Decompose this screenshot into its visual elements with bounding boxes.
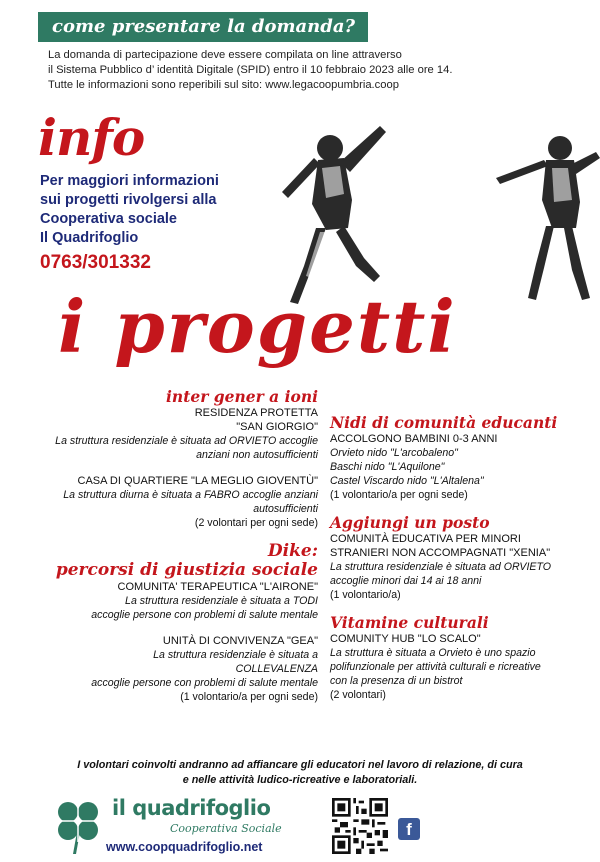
section-description: La struttura residenziale è situata a (153, 649, 318, 661)
section-description: autosufficienti (253, 503, 318, 515)
section-subtitle: COMUNITY HUB "LO SCALO" (330, 633, 481, 645)
section-description: Baschi nido "L'Aquilone" (330, 461, 445, 473)
info-line: sui progetti rivolgersi alla (40, 192, 217, 208)
section-subtitle: STRANIERI NON ACCOMPAGNATI "XENIA" (330, 547, 551, 559)
volunteer-note: (1 volontario/a per ogni sede) (180, 691, 318, 703)
section-subtitle: COMUNITA' TERAPEUTICA "L'AIRONE" (117, 581, 318, 593)
intro-text (48, 48, 568, 93)
section-description: La struttura residenziale è situata a TODI (125, 595, 318, 607)
section-subtitle: "SAN GIORGIO" (236, 421, 318, 433)
intro-line: il Sistema Pubblico d’ identità Digitale (SPID) entro il 10 febbraio 2023 alle ore 14. (48, 64, 453, 76)
section-description: COLLEVALENZA (235, 663, 318, 675)
intro-line: La domanda di partecipazione deve essere compilata on line attraverso (48, 49, 402, 61)
section-description: La struttura residenziale è situata ad ORVIETO (330, 561, 552, 573)
section-description: Castel Viscardo nido "L'Altalena" (330, 475, 484, 487)
section-description: La struttura residenziale è situata ad ORVIETO accoglie (55, 435, 318, 447)
section-subtitle: RESIDENZA PROTETTA (194, 407, 318, 419)
section-description: Orvieto nido "L'arcobaleno" (330, 447, 458, 459)
section-banner: come presentare la domanda? (38, 12, 368, 42)
section-subtitle: COMUNITÀ EDUCATIVA PER MINORI (330, 533, 521, 545)
four-leaf-clover-icon (46, 792, 110, 856)
section-description: anziani non autosufficienti (196, 449, 318, 461)
info-line: Il Quadrifoglio (40, 230, 139, 246)
quadrifoglio-logo (46, 790, 306, 856)
section-subtitle: CASA DI QUARTIERE "LA MEGLIO GIOVENTÙ" (77, 475, 318, 487)
info-text (40, 172, 270, 248)
section-description: La struttura diurna è situata a FABRO accoglie anziani (63, 489, 318, 501)
phone-number[interactable]: 0763/301332 (40, 252, 151, 273)
section-title-aggiungi-posto: Aggiungi un posto (330, 513, 490, 532)
section-description: con la presenza di un bistrot (330, 675, 463, 687)
volunteers-note (20, 758, 580, 788)
qr-code-icon[interactable] (332, 798, 388, 854)
right-column (330, 414, 590, 702)
projects-title: i progetti (58, 284, 457, 369)
logo-subtitle: Cooperativa Sociale (170, 822, 282, 835)
logo-name: il quadrifoglio (112, 796, 271, 820)
section-title-vitamine: Vitamine culturali (330, 613, 489, 632)
intro-line: Tutte le informazioni sono reperibili sul sito: www.legacoopumbria.coop (48, 79, 399, 91)
volunteer-note: (2 volontari per ogni sede) (194, 517, 318, 529)
section-title-dike: percorsi di giustizia sociale (55, 560, 318, 580)
section-description: accoglie minori dai 14 ai 18 anni (330, 575, 482, 587)
volunteer-note: (2 volontari) (330, 689, 386, 701)
section-description: La struttura è situata a Orvieto è uno spazio (330, 647, 536, 659)
section-subtitle: UNITÀ DI CONVIVENZA "GEA" (162, 635, 318, 647)
info-line: Per maggiori informazioni (40, 173, 219, 189)
volunteer-note: (1 volontario/a) (330, 589, 401, 601)
section-description: polifunzionale per attività culturali e ricreative (330, 661, 541, 673)
website-link[interactable]: www.coopquadrifoglio.net (106, 840, 263, 854)
note-line: I volontari coinvolti andranno ad affiancare gli educatori nel lavoro di relazione, di cura (77, 759, 523, 771)
section-description: accoglie persone con problemi di salute mentale (91, 677, 318, 689)
section-title-intergenerazioni: inter gener a ioni (166, 387, 318, 406)
info-line: Cooperativa sociale (40, 211, 177, 227)
section-title-dike: Dike: (267, 541, 318, 561)
section-title-nidi: Nidi di comunità educanti (330, 413, 558, 432)
section-subtitle: ACCOLGONO BAMBINI 0-3 ANNI (330, 433, 498, 445)
left-column (20, 388, 318, 704)
volunteer-note: (1 volontario/a per ogni sede) (330, 489, 468, 501)
info-title: info (38, 108, 145, 167)
facebook-icon[interactable]: f (398, 818, 420, 840)
section-description: accoglie persone con problemi di salute mentale (91, 609, 318, 621)
note-line: e nelle attività ludico-ricreative e laboratoriali. (182, 774, 418, 786)
